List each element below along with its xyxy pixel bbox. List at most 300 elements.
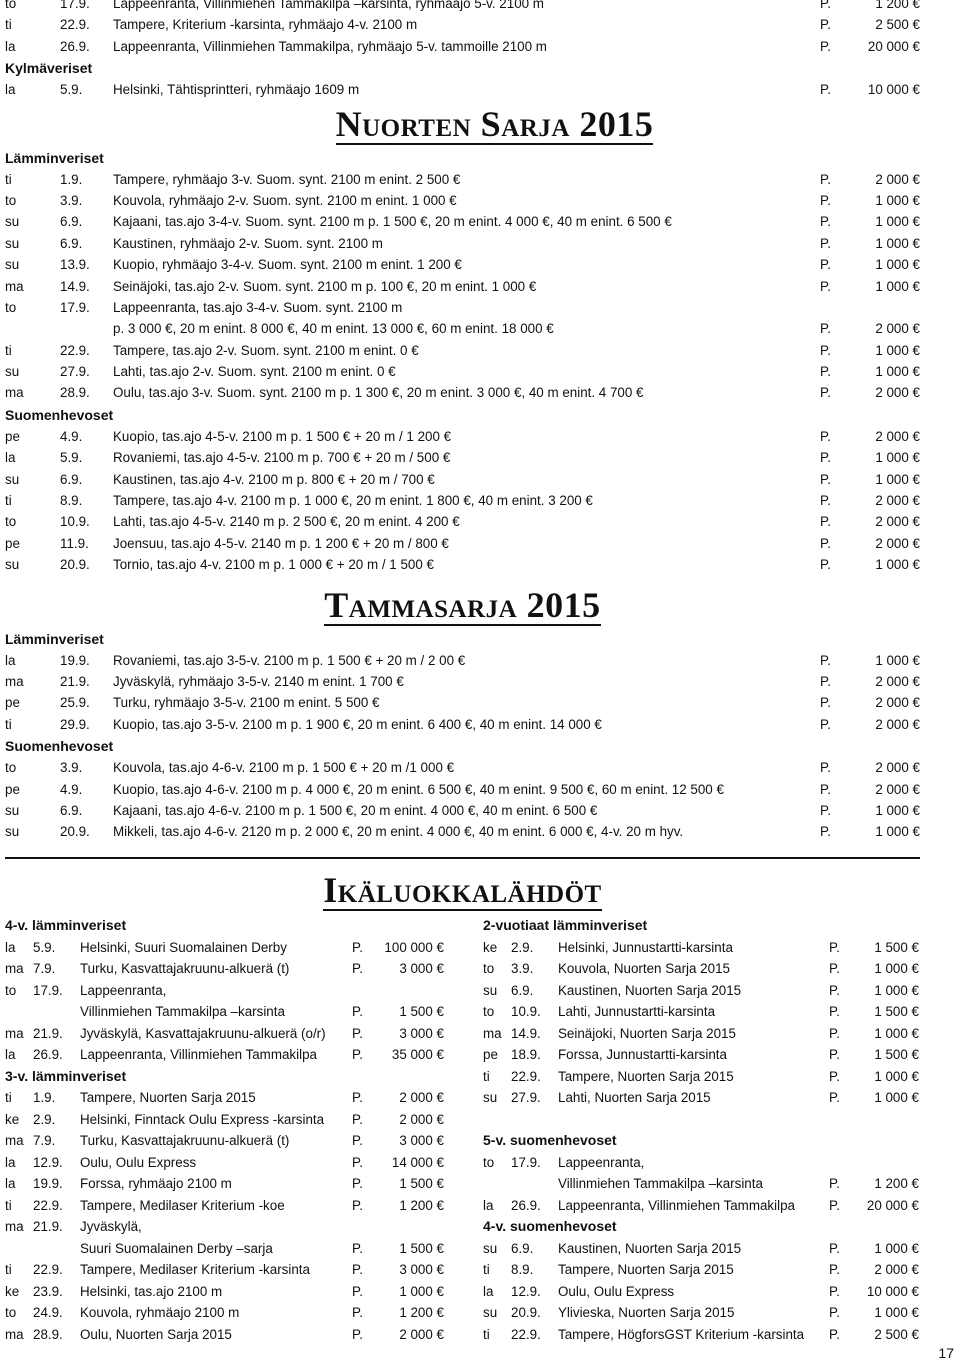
prize-label: P. — [352, 1326, 363, 1342]
race-description: Tampere, tas.ajo 4-v. 2100 m p. 1 000 €, 20 m enint. 1 800 €, 40 m enint. 3 200 € — [113, 493, 593, 509]
race-row — [483, 1195, 919, 1217]
race-description: Lappeenranta, Villinmiehen Tammakilpa — [80, 1047, 317, 1062]
race-date: 19.9. — [60, 652, 90, 668]
race-weekday: la — [483, 1197, 494, 1213]
race-date: 26.9. — [60, 38, 90, 54]
race-description: Ylivieska, Nuorten Sarja 2015 — [558, 1305, 735, 1320]
race-date: 24.9. — [33, 1305, 63, 1320]
race-description: Kaustinen, Nuorten Sarja 2015 — [558, 1240, 742, 1256]
race-date: 13.9. — [60, 257, 90, 273]
race-row — [5, 254, 920, 275]
race-row — [5, 36, 920, 57]
prize-label: P. — [820, 0, 831, 11]
prize-label: P. — [352, 1004, 363, 1019]
race-weekday: ti — [483, 1326, 490, 1342]
race-weekday: to — [5, 982, 17, 998]
prize-label: P. — [352, 1025, 363, 1041]
race-weekday: to — [483, 1154, 495, 1170]
prize-amount: 1 500 € — [874, 939, 919, 955]
kylmaveriset-race-list — [5, 79, 920, 100]
prize-label: P. — [820, 557, 831, 573]
race-description: Oulu, Nuorten Sarja 2015 — [80, 1326, 232, 1342]
race-date: 22.9. — [60, 17, 90, 33]
race-date: 27.9. — [60, 364, 90, 380]
race-row — [5, 169, 920, 190]
race-row — [483, 1023, 919, 1045]
prize-label: P. — [820, 82, 831, 98]
race-row — [5, 692, 920, 713]
race-row — [5, 14, 920, 35]
race-weekday: su — [483, 1090, 498, 1105]
race-row — [5, 1023, 460, 1045]
nuorten-sarja-title: Nuorten Sarja 2015 — [335, 103, 654, 144]
prize-amount: 2 000 € — [875, 428, 920, 444]
race-row — [5, 554, 920, 575]
race-date: 14.9. — [60, 278, 90, 294]
prize-amount: 1 000 € — [875, 192, 920, 208]
race-row — [5, 821, 920, 842]
prize-amount: 2 000 € — [875, 385, 920, 401]
race-description: Turku, ryhmäajo 3-5-v. 2100 m enint. 5 500 € — [113, 695, 380, 711]
race-description: Kouvola, ryhmäajo 2-v. Suom. synt. 2100 m enint. 1 000 € — [113, 192, 457, 208]
race-row — [483, 1087, 919, 1109]
race-row — [483, 1238, 919, 1260]
race-weekday: su — [483, 1240, 498, 1256]
race-row — [483, 980, 919, 1002]
race-date: 22.9. — [33, 1197, 63, 1213]
race-row — [5, 79, 920, 100]
race-weekday: to — [5, 1305, 17, 1320]
race-date: 1.9. — [60, 171, 83, 187]
prize-amount: 20 000 € — [866, 1197, 919, 1213]
race-description: Kajaani, tas.ajo 3-4-v. Suom. synt. 2100 m p. 1 500 €, 20 m enint. 4 000 €, 40 m enint. 6 500 € — [113, 214, 672, 230]
race-description: Helsinki, Tähtisprintteri, ryhmäajo 1609 m — [113, 82, 360, 98]
prize-label: P. — [829, 1283, 840, 1299]
race-row — [5, 1044, 460, 1066]
race-row — [5, 1216, 460, 1238]
race-weekday: la — [5, 1154, 16, 1170]
prize-amount: 100 000 € — [384, 939, 444, 955]
race-description: Tampere, Kriterium -karsinta, ryhmäajo 4-v. 2100 m — [113, 17, 418, 33]
race-description: Lahti, Junnustartti-karsinta — [558, 1004, 716, 1019]
race-weekday: pe — [5, 695, 20, 711]
prize-amount: 1 000 € — [875, 557, 920, 573]
prize-label: P. — [820, 364, 831, 380]
race-date: 17.9. — [511, 1154, 541, 1170]
prize-amount: 2 000 € — [875, 760, 920, 776]
race-description: Joensuu, tas.ajo 4-5-v. 2140 m p. 1 200 € + 20 m / 800 € — [113, 535, 449, 551]
race-row — [5, 1130, 460, 1152]
race-row — [5, 297, 920, 318]
race-description: Jyväskylä, Kasvattajakruunu-alkuerä (o/r) — [80, 1025, 326, 1041]
race-date: 6.9. — [511, 982, 534, 998]
race-description: Forssa, Junnustartti-karsinta — [558, 1047, 727, 1062]
category-heading: 5-v. suomenhevoset — [483, 1132, 617, 1148]
race-row — [483, 1001, 919, 1023]
race-weekday: la — [5, 652, 16, 668]
race-date: 3.9. — [511, 961, 534, 976]
tammasarja-title: Tammasarja 2015 — [324, 584, 601, 625]
race-weekday: su — [5, 802, 20, 818]
race-date: 22.9. — [33, 1262, 63, 1277]
race-description: Lappeenranta, tas.ajo 3-4-v. Suom. synt. 2100 m — [113, 299, 403, 315]
prize-label: P. — [352, 1305, 363, 1320]
prize-label: P. — [820, 824, 831, 840]
race-description: Seinäjoki, tas.ajo 2-v. Suom. synt. 2100 m p. 100 €, 20 m enint. 1 000 € — [113, 278, 537, 294]
prize-label: P. — [820, 342, 831, 358]
race-weekday: su — [483, 1305, 498, 1320]
prize-label: P. — [820, 171, 831, 187]
race-date: 17.9. — [33, 982, 63, 998]
race-row — [5, 533, 920, 554]
prize-label: P. — [820, 428, 831, 444]
prize-amount: 1 200 € — [399, 1197, 444, 1213]
prize-label: P. — [352, 1262, 363, 1277]
race-date: 1.9. — [33, 1090, 56, 1105]
race-weekday: su — [5, 557, 20, 573]
section-divider — [5, 857, 920, 859]
race-date: 18.9. — [511, 1047, 541, 1062]
race-weekday: su — [5, 471, 20, 487]
race-description: Seinäjoki, Nuorten Sarja 2015 — [558, 1025, 736, 1041]
race-date: 3.9. — [60, 760, 83, 776]
race-description: Helsinki, Suuri Suomalainen Derby — [80, 939, 287, 955]
prize-label: P. — [352, 1111, 363, 1127]
prize-amount: 1 000 € — [874, 1068, 919, 1084]
prize-label: P. — [829, 1262, 840, 1277]
prize-label: P. — [820, 278, 831, 294]
race-row — [5, 650, 920, 671]
prize-amount: 2 000 € — [875, 321, 920, 337]
prize-amount: 2 000 € — [874, 1262, 919, 1277]
race-date: 22.9. — [511, 1326, 541, 1342]
race-weekday: to — [5, 0, 17, 11]
race-description: Kouvola, ryhmäajo 2100 m — [80, 1305, 240, 1320]
prize-label: P. — [352, 1133, 363, 1148]
race-row — [5, 779, 920, 800]
race-weekday: ma — [5, 385, 24, 401]
ikaluokka-right-column — [483, 915, 919, 1345]
race-weekday: su — [5, 364, 20, 380]
prize-label: P. — [820, 17, 831, 33]
race-date: 6.9. — [60, 214, 83, 230]
race-description: Tampere, ryhmäajo 3-v. Suom. synt. 2100 m enint. 2 500 € — [113, 171, 461, 187]
race-date: 29.9. — [60, 716, 90, 732]
prize-label: P. — [820, 781, 831, 797]
prize-amount: 1 500 € — [399, 1240, 444, 1256]
prize-label: P. — [820, 493, 831, 509]
race-date: 10.9. — [511, 1004, 541, 1019]
race-date: 26.9. — [33, 1047, 63, 1062]
race-description: Tampere, Medilaser Kriterium -karsinta — [80, 1262, 310, 1277]
race-date: 21.9. — [60, 673, 90, 689]
prize-label: P. — [820, 38, 831, 54]
ikaluokka-left-column — [5, 915, 460, 1345]
prize-label: P. — [829, 1090, 840, 1105]
race-description: Tampere, Nuorten Sarja 2015 — [558, 1068, 734, 1084]
race-date: 22.9. — [511, 1068, 541, 1084]
race-weekday: su — [5, 824, 20, 840]
prize-label: P. — [829, 1025, 840, 1041]
race-date: 5.9. — [33, 939, 56, 955]
prize-amount: 3 000 € — [399, 1025, 444, 1041]
prize-amount: 1 200 € — [875, 0, 920, 11]
race-description: Tampere, Nuorten Sarja 2015 — [80, 1090, 256, 1105]
nuorten-suomenhevoset-list — [5, 426, 920, 576]
race-weekday: ma — [5, 1133, 24, 1148]
category-heading: 3-v. lämminveriset — [5, 1067, 127, 1084]
race-date: 6.9. — [60, 235, 83, 251]
race-date: 28.9. — [60, 385, 90, 401]
race-weekday: la — [5, 38, 16, 54]
prize-amount: 2 000 € — [875, 514, 920, 530]
race-weekday: ke — [483, 939, 498, 955]
race-description: Lappeenranta, — [80, 982, 167, 998]
race-row — [5, 958, 460, 980]
race-row — [5, 1259, 460, 1281]
prize-label: P. — [829, 1047, 840, 1062]
race-description: Forssa, ryhmäajo 2100 m — [80, 1176, 232, 1191]
race-row — [5, 361, 920, 382]
prize-label: P. — [829, 939, 840, 955]
prize-label: P. — [820, 471, 831, 487]
race-date: 20.9. — [511, 1305, 541, 1320]
race-row — [5, 671, 920, 692]
prize-label: P. — [820, 192, 831, 208]
prize-amount: 1 000 € — [875, 214, 920, 230]
race-weekday: ti — [483, 1068, 490, 1084]
race-weekday: la — [483, 1283, 494, 1299]
race-description: Oulu, Oulu Express — [558, 1283, 675, 1299]
prize-amount: 1 000 € — [874, 1305, 919, 1320]
race-weekday: pe — [5, 781, 20, 797]
race-weekday: to — [5, 760, 17, 776]
prize-amount: 3 000 € — [399, 961, 444, 976]
race-description: Helsinki, Finntack Oulu Express -karsinta — [80, 1111, 325, 1127]
race-date: 21.9. — [33, 1219, 63, 1234]
race-date: 7.9. — [33, 1133, 56, 1148]
race-description: Jyväskylä, ryhmäajo 3-5-v. 2140 m enint. 1 700 € — [113, 673, 404, 689]
ikaluokkalahdot-title: Ikäluokkalähdöt — [323, 869, 602, 910]
prize-label: P. — [829, 1197, 840, 1213]
prize-amount: 2 000 € — [875, 535, 920, 551]
prize-amount: 1 500 € — [874, 1004, 919, 1019]
prize-label: P. — [820, 802, 831, 818]
race-description: Tornio, tas.ajo 4-v. 2100 m p. 1 000 € + 20 m / 1 500 € — [113, 557, 434, 573]
race-description: Kuopio, ryhmäajo 3-4-v. Suom. synt. 2100 m enint. 1 200 € — [113, 257, 462, 273]
race-date: 10.9. — [60, 514, 90, 530]
race-date: 11.9. — [60, 535, 89, 551]
prize-amount: 2 000 € — [875, 171, 920, 187]
race-row — [5, 714, 920, 735]
race-date: 6.9. — [60, 471, 83, 487]
prize-label: P. — [820, 385, 831, 401]
race-weekday: la — [5, 939, 16, 955]
race-weekday: ke — [5, 1111, 20, 1127]
race-date: 5.9. — [60, 82, 83, 98]
race-date: 4.9. — [60, 428, 83, 444]
nuorten-lamminveriset-list — [5, 169, 920, 404]
race-row — [5, 937, 460, 959]
prize-amount: 35 000 € — [391, 1047, 444, 1062]
prize-amount: 1 500 € — [399, 1176, 444, 1191]
prize-label: P. — [820, 535, 831, 551]
prize-label: P. — [820, 760, 831, 776]
race-date: 2.9. — [511, 939, 534, 955]
prize-amount: 1 000 € — [875, 802, 920, 818]
category-heading-kylmaveriset: Kylmäveriset — [5, 60, 93, 77]
prize-label: P. — [829, 961, 840, 976]
race-row — [5, 318, 920, 339]
prize-amount: 1 000 € — [875, 450, 920, 466]
race-description: Lahti, tas.ajo 2-v. Suom. synt. 2100 m enint. 0 € — [113, 364, 396, 380]
race-row — [5, 1001, 460, 1023]
race-weekday: ti — [5, 716, 12, 732]
race-weekday: su — [5, 214, 20, 230]
race-row — [483, 1066, 919, 1088]
prize-label: P. — [352, 1240, 363, 1256]
prize-amount: 1 000 € — [874, 1025, 919, 1041]
race-weekday: ti — [5, 1262, 12, 1277]
race-date: 12.9. — [511, 1283, 541, 1299]
race-description: Helsinki, tas.ajo 2100 m — [80, 1283, 223, 1299]
race-date: 23.9. — [33, 1283, 63, 1299]
prize-amount: 1 000 € — [875, 257, 920, 273]
race-weekday: ma — [5, 673, 24, 689]
prize-label: P. — [352, 961, 363, 976]
spacer — [483, 1109, 919, 1131]
prize-amount: 2 000 € — [875, 716, 920, 732]
race-date: 19.9. — [33, 1176, 63, 1191]
prize-amount: 14 000 € — [391, 1154, 444, 1170]
race-weekday: to — [5, 514, 17, 530]
prize-label: P. — [829, 1305, 840, 1320]
race-weekday: su — [5, 257, 20, 273]
prize-amount: 1 000 € — [875, 278, 920, 294]
race-row — [483, 1152, 919, 1174]
prize-amount: 1 000 € — [875, 364, 920, 380]
race-description: Kouvola, Nuorten Sarja 2015 — [558, 961, 730, 976]
race-date: 27.9. — [511, 1090, 541, 1105]
race-date: 25.9. — [60, 695, 90, 711]
race-weekday: ti — [5, 171, 12, 187]
page-number: 17 — [938, 1345, 954, 1361]
race-weekday: pe — [5, 428, 20, 444]
race-description: Lappeenranta, Villinmiehen Tammakilpa — [558, 1197, 795, 1213]
prize-amount: 20 000 € — [867, 38, 920, 54]
race-date: 21.9. — [33, 1025, 63, 1041]
race-date: 8.9. — [511, 1262, 534, 1277]
prize-amount: 1 000 € — [875, 342, 920, 358]
race-weekday: su — [483, 982, 498, 998]
category-heading-lamminveriset: Lämminveriset — [5, 630, 104, 647]
race-row — [5, 1238, 460, 1260]
tamma-lamminveriset-list — [5, 650, 920, 736]
race-date: 8.9. — [60, 493, 83, 509]
race-weekday: to — [5, 192, 17, 208]
race-description: Mikkeli, tas.ajo 4-6-v. 2120 m p. 2 000 €, 20 m enint. 4 000 €, 40 m enint. 6 000 €, 4-v. 20 m hyv. — [113, 824, 684, 840]
race-weekday: ti — [5, 493, 12, 509]
category-heading-suomenhevoset: Suomenhevoset — [5, 738, 114, 755]
race-description: Oulu, Oulu Express — [80, 1154, 197, 1170]
race-weekday: to — [5, 299, 17, 315]
race-row — [483, 1259, 919, 1281]
prize-amount: 2 000 € — [875, 673, 920, 689]
tamma-suomenhevoset-list — [5, 757, 920, 843]
race-description: Villinmiehen Tammakilpa –karsinta — [80, 1004, 285, 1019]
prize-amount: 1 000 € — [875, 824, 920, 840]
race-description: Rovaniemi, tas.ajo 4-5-v. 2100 m p. 700 € + 20 m / 500 € — [113, 450, 451, 466]
race-weekday: ma — [5, 1326, 24, 1342]
prize-label: P. — [829, 1240, 840, 1256]
prize-amount: 1 000 € — [874, 961, 919, 976]
prize-label: P. — [352, 1047, 363, 1062]
race-weekday: la — [5, 1047, 16, 1062]
prize-label: P. — [820, 716, 831, 732]
prize-amount: 1 000 € — [875, 235, 920, 251]
race-row — [483, 1173, 919, 1195]
race-date: 6.9. — [511, 1240, 534, 1256]
race-weekday: ti — [483, 1262, 490, 1277]
race-row — [5, 1195, 460, 1217]
race-description: Kuopio, tas.ajo 4-5-v. 2100 m p. 1 500 € + 20 m / 1 200 € — [113, 428, 452, 444]
prize-label: P. — [820, 235, 831, 251]
prize-amount: 3 000 € — [399, 1262, 444, 1277]
race-description: Jyväskylä, — [80, 1219, 142, 1234]
race-weekday: ma — [5, 1025, 24, 1041]
race-row — [5, 757, 920, 778]
race-weekday: to — [483, 961, 495, 976]
prize-amount: 2 000 € — [875, 695, 920, 711]
prize-label: P. — [352, 1197, 363, 1213]
prize-label: P. — [820, 652, 831, 668]
race-weekday: su — [5, 235, 20, 251]
prize-label: P. — [352, 1283, 363, 1299]
prize-amount: 3 000 € — [399, 1133, 444, 1148]
race-row — [5, 211, 920, 232]
prize-amount: 1 200 € — [399, 1305, 444, 1320]
race-description: Suuri Suomalainen Derby –sarja — [80, 1240, 273, 1256]
race-row — [483, 1324, 919, 1346]
race-row — [5, 1173, 460, 1195]
race-weekday: ti — [5, 17, 12, 33]
race-row — [5, 1281, 460, 1303]
race-row — [5, 490, 920, 511]
race-weekday: ti — [5, 342, 12, 358]
race-weekday: ma — [5, 961, 24, 976]
prize-label: P. — [820, 673, 831, 689]
race-description: Oulu, tas.ajo 3-v. Suom. synt. 2100 m p. 1 300 €, 20 m enint. 3 000 €, 40 m enint. 4 700 € — [113, 385, 644, 401]
race-date: 7.9. — [33, 961, 56, 976]
prize-amount: 1 200 € — [874, 1176, 919, 1191]
prize-label: P. — [829, 982, 840, 998]
race-date: 14.9. — [511, 1025, 541, 1041]
race-weekday: la — [5, 82, 16, 98]
prize-label: P. — [829, 1326, 840, 1342]
race-row — [5, 340, 920, 361]
race-row — [5, 276, 920, 297]
race-weekday: ke — [5, 1283, 20, 1299]
prize-label: P. — [820, 695, 831, 711]
race-description: Kuopio, tas.ajo 4-6-v. 2100 m p. 4 000 €, 20 m enint. 6 500 €, 40 m enint. 9 500 €, 60 m enint. 12 500 € — [113, 781, 724, 797]
race-row — [5, 0, 920, 14]
race-description: Villinmiehen Tammakilpa –karsinta — [558, 1176, 763, 1191]
race-description: Lappeenranta, Villinmiehen Tammakilpa, ryhmäajo 5-v. tammoille 2100 m — [113, 38, 547, 54]
prize-amount: 1 000 € — [399, 1283, 444, 1299]
category-heading: 4-v. suomenhevoset — [483, 1218, 617, 1234]
race-weekday: ma — [483, 1025, 502, 1041]
prize-label: P. — [820, 257, 831, 273]
